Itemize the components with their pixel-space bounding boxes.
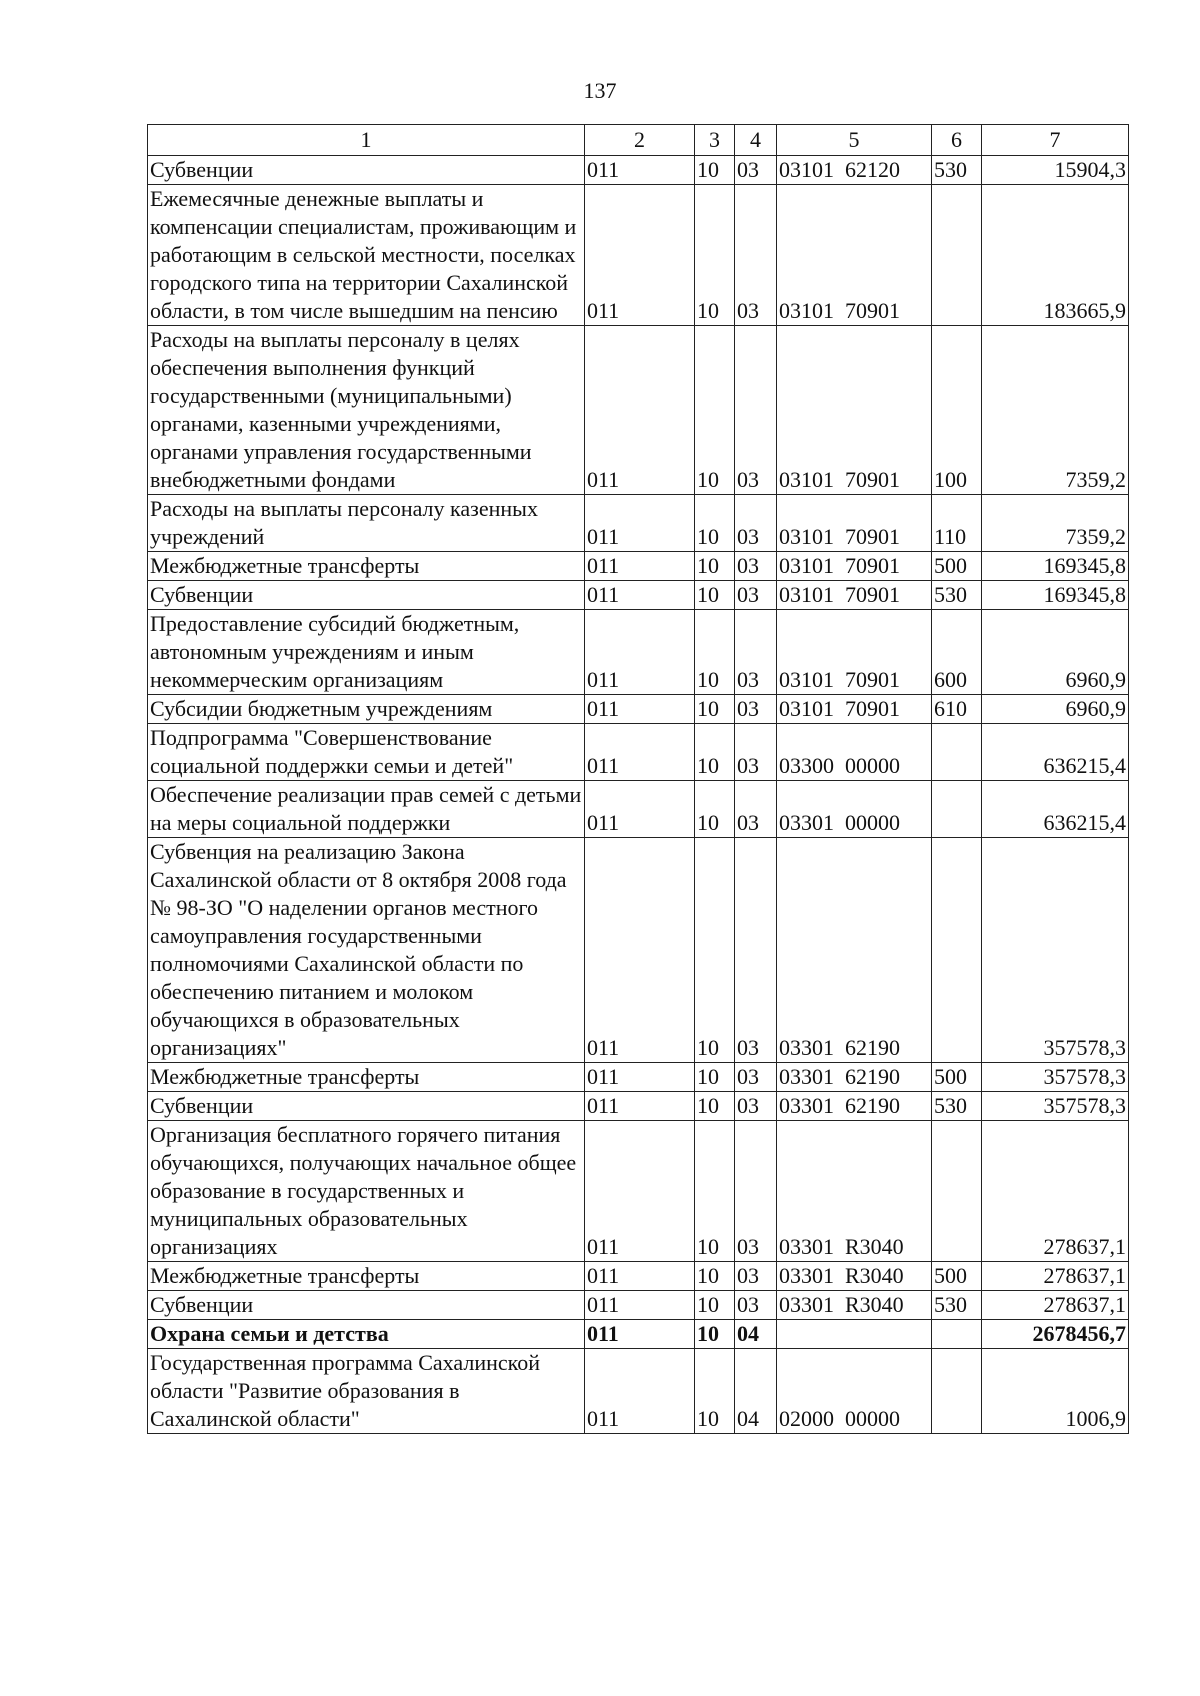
header-cell: 5 [777, 125, 932, 156]
target-article-cell: 03101 62120 [777, 156, 932, 185]
subsection-code-cell: 03 [735, 552, 777, 581]
section-code-cell: 10 [695, 495, 735, 552]
row-name-cell: Государственная программа Сахалинской области "Развитие образования в Сахалинской области" [148, 1349, 585, 1434]
amount-cell: 7359,2 [982, 326, 1129, 495]
target-article-cell [777, 1320, 932, 1349]
section-code-cell: 10 [695, 1092, 735, 1121]
target-article-cell: 03301 R3040 [777, 1262, 932, 1291]
expense-type-cell [932, 724, 982, 781]
table-row [148, 610, 1129, 695]
subsection-code-cell: 03 [735, 185, 777, 326]
row-name-cell: Подпрограмма "Совершенствование социальной поддержки семьи и детей" [148, 724, 585, 781]
subsection-code-cell: 04 [735, 1320, 777, 1349]
subsection-code-cell: 03 [735, 695, 777, 724]
subsection-code-cell: 03 [735, 610, 777, 695]
amount-cell: 7359,2 [982, 495, 1129, 552]
table-row [148, 1121, 1129, 1262]
row-name-cell: Субвенции [148, 156, 585, 185]
expense-type-cell [932, 1121, 982, 1262]
target-article-cell: 03101 70901 [777, 185, 932, 326]
expense-type-cell: 530 [932, 156, 982, 185]
target-article-cell: 03101 70901 [777, 326, 932, 495]
row-name-cell: Предоставление субсидий бюджетным, автономным учреждениям и иным некоммерческим организациям [148, 610, 585, 695]
ministry-code-cell: 011 [585, 838, 695, 1063]
table-row [148, 1320, 1129, 1349]
table-row [148, 1063, 1129, 1092]
ministry-code-cell: 011 [585, 1320, 695, 1349]
amount-cell: 636215,4 [982, 724, 1129, 781]
target-article-cell: 03301 00000 [777, 781, 932, 838]
target-article-cell: 03301 R3040 [777, 1291, 932, 1320]
expense-type-cell: 530 [932, 1092, 982, 1121]
expense-type-cell: 530 [932, 1291, 982, 1320]
table-row [148, 552, 1129, 581]
section-code-cell: 10 [695, 1121, 735, 1262]
expense-type-cell: 610 [932, 695, 982, 724]
table-row [148, 1262, 1129, 1291]
ministry-code-cell: 011 [585, 1121, 695, 1262]
header-cell: 3 [695, 125, 735, 156]
subsection-code-cell: 03 [735, 1291, 777, 1320]
row-name-cell: Субсидии бюджетным учреждениям [148, 695, 585, 724]
section-code-cell: 10 [695, 781, 735, 838]
ministry-code-cell: 011 [585, 495, 695, 552]
amount-cell: 357578,3 [982, 838, 1129, 1063]
section-code-cell: 10 [695, 1291, 735, 1320]
target-article-cell: 02000 00000 [777, 1349, 932, 1434]
subsection-code-cell: 03 [735, 838, 777, 1063]
section-code-cell: 10 [695, 1349, 735, 1434]
target-article-cell: 03300 00000 [777, 724, 932, 781]
page-number: 137 [583, 78, 617, 103]
expense-type-cell: 500 [932, 552, 982, 581]
row-name-cell: Ежемесячные денежные выплаты и компенсации специалистам, проживающим и работающим в сельской местности, поселках городского типа на территории Сахалинской области, в том числе вышедшим на пенсию [148, 185, 585, 326]
expense-type-cell [932, 1349, 982, 1434]
table-row [148, 156, 1129, 185]
expense-type-cell: 110 [932, 495, 982, 552]
target-article-cell: 03101 70901 [777, 495, 932, 552]
table-row [148, 326, 1129, 495]
amount-cell: 169345,8 [982, 552, 1129, 581]
table-row [148, 781, 1129, 838]
amount-cell: 636215,4 [982, 781, 1129, 838]
target-article-cell: 03301 R3040 [777, 1121, 932, 1262]
expense-type-cell [932, 838, 982, 1063]
subsection-code-cell: 04 [735, 1349, 777, 1434]
section-code-cell: 10 [695, 724, 735, 781]
expense-type-cell [932, 185, 982, 326]
subsection-code-cell: 03 [735, 724, 777, 781]
row-name-cell: Субвенции [148, 1291, 585, 1320]
subsection-code-cell: 03 [735, 1262, 777, 1291]
section-code-cell: 10 [695, 610, 735, 695]
subsection-code-cell: 03 [735, 781, 777, 838]
expense-type-cell: 530 [932, 581, 982, 610]
budget-table [147, 124, 1129, 1434]
header-cell: 7 [982, 125, 1129, 156]
ministry-code-cell: 011 [585, 552, 695, 581]
row-name-cell: Субвенция на реализацию Закона Сахалинской области от 8 октября 2008 года № 98-ЗО "О наделении органов местного самоуправления государственными полномочиями Сахалинской области по обеспечению питанием и молоком обучающихся в образовательных организациях" [148, 838, 585, 1063]
target-article-cell: 03101 70901 [777, 581, 932, 610]
subsection-code-cell: 03 [735, 1121, 777, 1262]
ministry-code-cell: 011 [585, 185, 695, 326]
section-code-cell: 10 [695, 326, 735, 495]
section-code-cell: 10 [695, 552, 735, 581]
subsection-code-cell: 03 [735, 326, 777, 495]
row-name-cell: Субвенции [148, 1092, 585, 1121]
ministry-code-cell: 011 [585, 1349, 695, 1434]
table-row [148, 1291, 1129, 1320]
amount-cell: 6960,9 [982, 695, 1129, 724]
ministry-code-cell: 011 [585, 1063, 695, 1092]
subsection-code-cell: 03 [735, 1063, 777, 1092]
expense-type-cell: 100 [932, 326, 982, 495]
amount-cell: 15904,3 [982, 156, 1129, 185]
row-name-cell: Расходы на выплаты персоналу казенных учреждений [148, 495, 585, 552]
header-cell: 4 [735, 125, 777, 156]
target-article-cell: 03301 62190 [777, 1063, 932, 1092]
expense-type-cell: 500 [932, 1262, 982, 1291]
amount-cell: 357578,3 [982, 1063, 1129, 1092]
section-code-cell: 10 [695, 695, 735, 724]
amount-cell: 6960,9 [982, 610, 1129, 695]
amount-cell: 1006,9 [982, 1349, 1129, 1434]
table-row [148, 838, 1129, 1063]
ministry-code-cell: 011 [585, 1291, 695, 1320]
row-name-cell: Охрана семьи и детства [148, 1320, 585, 1349]
table-row [148, 724, 1129, 781]
header-row [148, 125, 1129, 156]
header-cell: 6 [932, 125, 982, 156]
row-name-cell: Обеспечение реализации прав семей с детьми на меры социальной поддержки [148, 781, 585, 838]
target-article-cell: 03301 62190 [777, 838, 932, 1063]
ministry-code-cell: 011 [585, 1262, 695, 1291]
section-code-cell: 10 [695, 156, 735, 185]
header-cell: 1 [148, 125, 585, 156]
header-cell: 2 [585, 125, 695, 156]
section-code-cell: 10 [695, 1320, 735, 1349]
table-row [148, 1092, 1129, 1121]
ministry-code-cell: 011 [585, 326, 695, 495]
ministry-code-cell: 011 [585, 156, 695, 185]
subsection-code-cell: 03 [735, 1092, 777, 1121]
ministry-code-cell: 011 [585, 695, 695, 724]
subsection-code-cell: 03 [735, 156, 777, 185]
section-code-cell: 10 [695, 1262, 735, 1291]
target-article-cell: 03301 62190 [777, 1092, 932, 1121]
expense-type-cell: 600 [932, 610, 982, 695]
amount-cell: 278637,1 [982, 1262, 1129, 1291]
target-article-cell: 03101 70901 [777, 695, 932, 724]
section-code-cell: 10 [695, 581, 735, 610]
table-body [148, 156, 1129, 1434]
expense-type-cell [932, 1320, 982, 1349]
expense-type-cell: 500 [932, 1063, 982, 1092]
subsection-code-cell: 03 [735, 581, 777, 610]
amount-cell: 278637,1 [982, 1291, 1129, 1320]
amount-cell: 183665,9 [982, 185, 1129, 326]
table-row [148, 1349, 1129, 1434]
target-article-cell: 03101 70901 [777, 552, 932, 581]
amount-cell: 357578,3 [982, 1092, 1129, 1121]
expense-type-cell [932, 781, 982, 838]
amount-cell: 2678456,7 [982, 1320, 1129, 1349]
table-row [148, 695, 1129, 724]
ministry-code-cell: 011 [585, 610, 695, 695]
row-name-cell: Межбюджетные трансферты [148, 1063, 585, 1092]
row-name-cell: Субвенции [148, 581, 585, 610]
row-name-cell: Межбюджетные трансферты [148, 1262, 585, 1291]
ministry-code-cell: 011 [585, 581, 695, 610]
row-name-cell: Расходы на выплаты персоналу в целях обеспечения выполнения функций государственными (муниципальными) органами, казенными учреждениями, органами управления государственными внебюджетными фондами [148, 326, 585, 495]
ministry-code-cell: 011 [585, 1092, 695, 1121]
section-code-cell: 10 [695, 838, 735, 1063]
target-article-cell: 03101 70901 [777, 610, 932, 695]
section-code-cell: 10 [695, 1063, 735, 1092]
amount-cell: 278637,1 [982, 1121, 1129, 1262]
ministry-code-cell: 011 [585, 724, 695, 781]
table-row [148, 581, 1129, 610]
amount-cell: 169345,8 [982, 581, 1129, 610]
row-name-cell: Организация бесплатного горячего питания обучающихся, получающих начальное общее образование в государственных и муниципальных образовательных организациях [148, 1121, 585, 1262]
section-code-cell: 10 [695, 185, 735, 326]
row-name-cell: Межбюджетные трансферты [148, 552, 585, 581]
table-row [148, 185, 1129, 326]
ministry-code-cell: 011 [585, 781, 695, 838]
table-row [148, 495, 1129, 552]
subsection-code-cell: 03 [735, 495, 777, 552]
